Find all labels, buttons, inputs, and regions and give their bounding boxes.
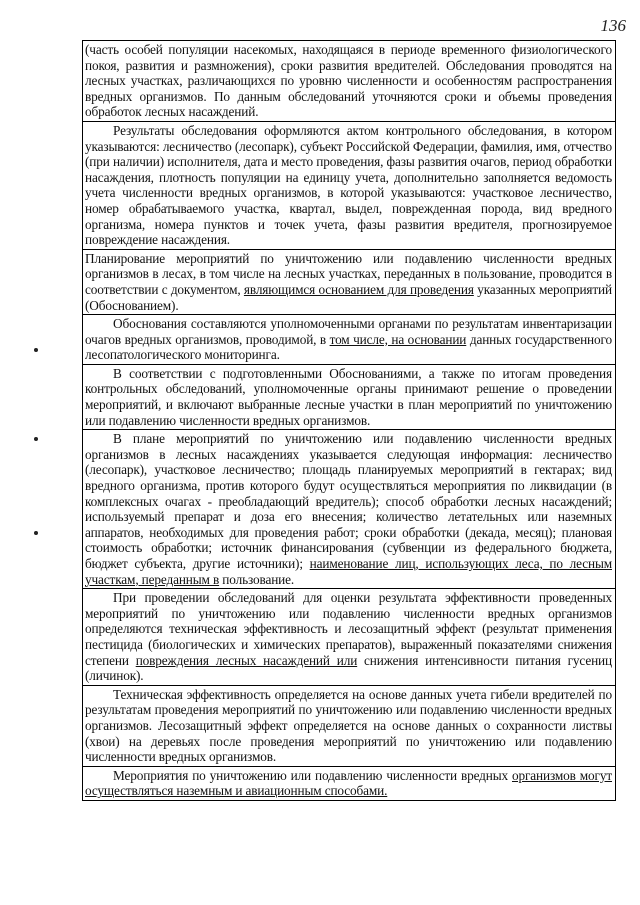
paragraph-text: Планирование мероприятий по уничтожению или подавлению численности вредных организмов в лесах, в том числе на лесных участках, переданных в пользование, проводится в соответствии с документом,: [85, 250, 612, 297]
paragraph-text: снижения интенсивности питания гусениц (личинок).: [85, 652, 612, 684]
underlined-text: организмов могут осуществляться наземным и авиационным способами.: [85, 767, 612, 799]
paragraph-text: При проведении обследований для оценки результата эффективности проведенных мероприятий по уничтожению или подавлению численности вредных организмов определяются техническая эффективность и лесозащитный эффект (результат применения пестицида (биологических и химических препаратов), выраженный показателями снижения степени: [85, 590, 612, 668]
page-number: 136: [600, 16, 626, 35]
paragraph-1: (часть особей популяции насекомых, находящаяся в периоде временного физиологического покоя, развития и размножения), сроки развития вредителей. Обследования проводятся на лесных участках, различающихся по уровню численности и особенностям распространения вредных организмов. По данным обследований уточняются сроки и объемы проведения обработок лесных насаждений.: [82, 40, 616, 122]
document-body: [82, 40, 616, 801]
margin-mark: [34, 437, 38, 441]
paragraph-text: указанных мероприятий (Обоснованием).: [85, 281, 612, 313]
underlined-text: наименование лиц, использующих леса, по лесным участкам, переданным в: [85, 556, 612, 587]
underlined-text: повреждения лесных насаждений или: [135, 652, 358, 668]
paragraph-text: данных государственного лесопатологического мониторинга.: [85, 331, 612, 363]
paragraph-text: Обоснования составляются уполномоченными органами по результатам инвентаризации очагов вредных организмов, проводимой, в: [85, 316, 612, 347]
paragraph-5: В соответствии с подготовленными Обоснованиями, а также по итогам проведения контрольных обследований, уполномоченные органы принимают решение о проведении мероприятий, и включают выбранные лесные участки в план мероприятий по уничтожению или подавлению численности вредных организмов.: [82, 365, 616, 430]
underlined-text: том числе, на основании: [329, 331, 467, 347]
paragraph-8: Техническая эффективность определяется на основе данных учета гибели вредителей по результатам проведения мероприятий по уничтожению или подавлению численности вредных организмов. Лесозащитный эффект определяется на основе данных о сохранности листвы (хвои) на деревьях после проведения мероприятий по уничтожению или подавлению численности вредных организмов.: [82, 686, 616, 767]
paragraph-9: [82, 767, 616, 801]
underlined-text: являющимся основанием для проведения: [243, 281, 474, 297]
margin-mark: [34, 348, 38, 352]
paragraph-text: пользование.: [219, 571, 295, 587]
paragraph-text: Мероприятия по уничтожению или подавлению численности вредных: [113, 767, 512, 783]
paragraph-text: В плане мероприятий по уничтожению или подавлению численности вредных организмов в лесных насаждениях указывается следующая информация: лесничество (лесопарк), участковое лесничество; площадь планируемых мероприятий в гектарах; вид вредного организма, против которого будут осуществляться мероприятия по ликвидации (в комплексных очагах - преобладающий вредитель); способ обработки лесных насаждений; используемый препарат и доза его внесения; количество летательных или наземных аппаратов, необходимых для проведения работ; сроки обработки (декада, месяц); плановая стоимость обработки; источник финансирования (субвенции из федерального бюджета, бюджет субъекта, другие источники);: [85, 431, 612, 571]
paragraph-3: [82, 250, 616, 315]
paragraph-6: [82, 430, 616, 589]
margin-mark: [34, 531, 38, 535]
paragraph-4: [82, 315, 616, 365]
paragraph-7: [82, 589, 616, 686]
paragraph-2: Результаты обследования оформляются актом контрольного обследования, в котором указываются: лесничество (лесопарк), субъект Российской Федерации, фамилия, имя, отчество (при наличии) исполнителя, дата и место проведения, фазы развития очагов, период обработки насаждения, плотность популяции на единицу учета, дополнительно заполняется ведомость учета численности вредных организмов, в которой указываются: участковое лесничество, номер обрабатываемого участка, квартал, выдел, поврежденная порода, вид вредного организма, номера пунктов и точек учета, фазы развития вредителя, прогнозируемое повреждение насаждения.: [82, 122, 616, 250]
